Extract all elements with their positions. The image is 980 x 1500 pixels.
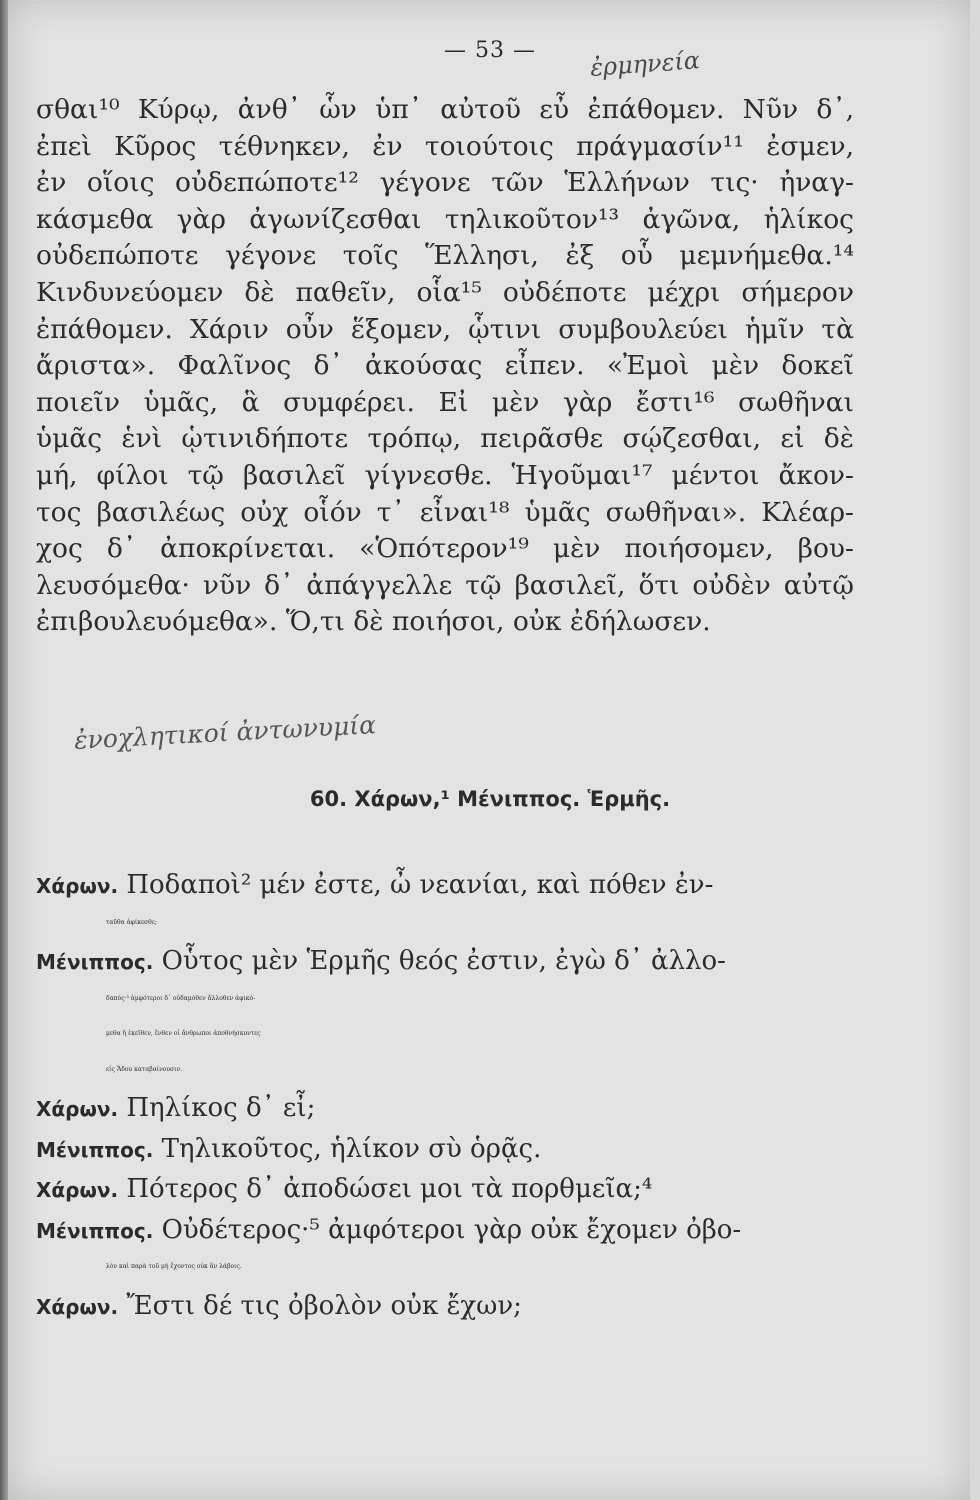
speaker-name: Χάρων. [36,1178,119,1202]
speaker-name: Χάρων. [36,1294,119,1319]
dialogue-entry [36,1132,854,1169]
dialogue [36,868,854,1325]
text-line: ἐν οἵοις οὐδεπώποτε¹² γέγονε τῶν Ἑλλήνων τις· ἠναγ- [36,167,854,199]
text-line: μή, φίλοι τῷ βασιλεῖ γίγνεσθε. Ἡγοῦμαι¹⁷ μέντοι ἄκον- [36,459,854,491]
text-line: κάσμεθα γὰρ ἀγωνίζεσθαι τηλικοῦτον¹³ ἀγῶνα, ἡλίκος [36,203,854,235]
text-line: σθαι¹⁰ Κύρῳ, ἀνθ᾽ ὧν ὑπ᾽ αὐτοῦ εὖ ἐπάθομεν. Νῦν δ᾽, [36,94,854,125]
dialogue-text: Ἔστι δέ τις ὀβολὸν οὐκ ἔχων; [126,1290,522,1321]
dialogue-text: Οὗτος μὲν Ἑρμῆς θεός ἐστιν, ἐγὼ δ᾽ ἀλλο- [161,946,726,976]
dialogue-continuation: δαπός·³ ἀμφότεροι δ᾽ οὐδαμόθεν ἄλλοθεν ἀφικό- [106,994,256,1002]
dialogue-text: Πότερος δ᾽ ἀποδώσει μοι τὰ πορθμεῖα;⁴ [126,1174,653,1204]
text-line: λευσόμεθα· νῦν δ᾽ ἀπάγγελλε τῷ βασιλεῖ, ὅτι οὐδὲν αὐτῷ [36,569,854,601]
dialogue-entry [36,868,854,940]
speaker-name: Χάρων. [36,1097,119,1121]
dialogue-entry [36,1289,854,1326]
dialogue-continuation: μεθα ἢ ἐκεῖθεν, ἔνθεν οἱ ἄνθρωποι ἀποθνήσκοντες [106,1030,261,1037]
text-line: ἐπάθομεν. Χάριν οὖν ἕξομεν, ᾧτινι συμβουλεύει ἡμῖν τὰ [36,313,854,345]
dialogue-text: Ποδαποὶ² μέν ἐστε, ὦ νεανίαι, καὶ πόθεν ἐν- [126,870,714,900]
handwritten-annotation-top: ἐρμηνεία [589,46,701,82]
dialogue-continuation: ταῦθα ἀφίκεσθε; [106,918,157,926]
text-line: οὐδεπώποτε γέγονε τοῖς Ἕλλησι, ἐξ οὗ μεμνήμεθα.¹⁴ [36,240,854,272]
dialogue-continuation: εἰς Ἅδου καταβαίνουσιν. [106,1065,183,1073]
text-line: ὑμᾶς ἑνὶ ᾡτινιδήποτε τρόπῳ, πειρᾶσθε σῴζεσθαι, εἰ δὲ [36,423,854,455]
dialogue-first-line [36,868,854,905]
text-line: ἐπιβουλευόμεθα». Ὅ,τι δὲ ποιήσοι, οὐκ ἐδήλωσεν. [36,606,711,638]
dialogue-entry [36,1172,854,1209]
handwritten-annotation-bottom: ἐνοχλητικοί ἀντωνυμία [73,710,377,755]
dialogue-text: Οὐδέτερος·⁵ ἀμφότεροι γὰρ οὐκ ἔχομεν ὀβο- [161,1214,742,1245]
speaker-name: Χάρων. [36,874,119,898]
text-line: ἐπεὶ Κῦρος τέθνηκεν, ἐν τοιούτοις πράγμασίν¹¹ ἐσμεν, [36,130,854,162]
dialogue-text: Πηλίκος δ᾽ εἶ; [126,1093,316,1123]
dialogue-first-line [36,1091,854,1128]
text-line: ποιεῖν ὑμᾶς, ἃ συμφέρει. Εἰ μὲν γὰρ ἔστι¹⁶ σωθῆναι [36,386,854,418]
text-line: Κινδυνεύομεν δὲ παθεῖν, οἷα¹⁵ οὐδέποτε μέχρι σήμερον [36,276,854,308]
dialogue-entry [36,944,854,1087]
text-line: ἄριστα». Φαλῖνος δ᾽ ἀκούσας εἶπεν. «Ἐμοὶ μὲν δοκεῖ [36,350,854,382]
dialogue-entry [36,1213,854,1285]
text-line: χος δ᾽ ἀποκρίνεται. «Ὁπότερον¹⁹ μὲν ποιήσομεν, βου- [36,533,854,565]
speaker-name: Μένιππος. [36,1218,154,1243]
dialogue-first-line [36,1213,854,1250]
dialogue-first-line [36,944,854,981]
text-line: τος βασιλέως οὐχ οἷόν τ᾽ εἶναι¹⁸ ὑμᾶς σωθῆναι». Κλέαρ- [36,496,854,528]
dialogue-entry [36,1091,854,1128]
speaker-name: Μένιππος. [36,950,154,974]
dialogue-first-line [36,1172,854,1209]
body-text [36,92,854,641]
speaker-name: Μένιππος. [36,1137,154,1162]
page-number: — 53 — [444,38,536,63]
dialogue-text: Τηλικοῦτος, ἡλίκον σὺ ὁρᾷς. [161,1133,542,1164]
section-title: 60. Χάρων,¹ Μένιππος. Ἑρμῆς. [309,787,671,811]
dialogue-first-line [36,1289,854,1326]
dialogue-continuation: λὸν καὶ παρὰ τοῦ μὴ ἔχοντος οὐκ ἂν λάβοις. [106,1263,242,1270]
dialogue-first-line [36,1132,854,1169]
